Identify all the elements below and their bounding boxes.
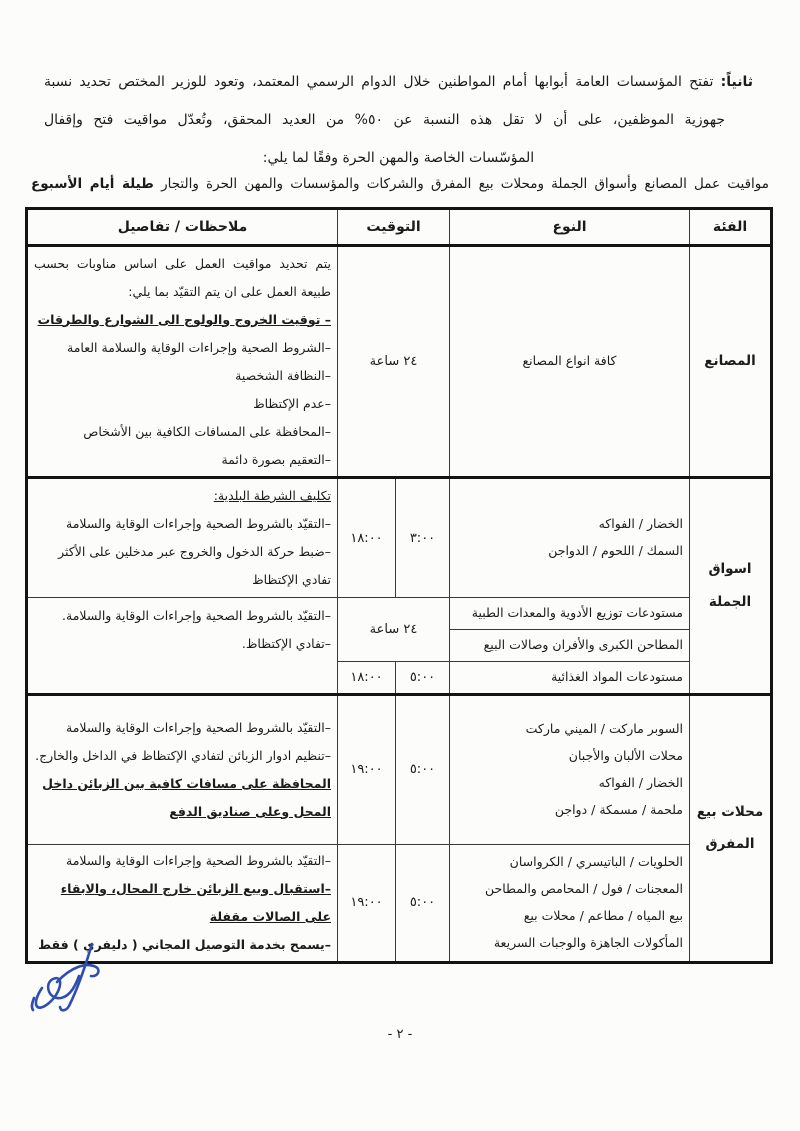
notes-bullet-bold: –استقبال وبيع الزبائن خارج المحال، والابقاء على الصالات مقفلة: [60, 880, 331, 924]
caption-bold-text: طيلة أيام الأسبوع: [31, 176, 154, 192]
notes-bullet: –التعقيم بصورة دائمة: [221, 451, 331, 467]
header-notes: ملاحظات / تفاصيل: [27, 209, 338, 246]
intro-paragraph: [44, 70, 753, 184]
notes-bullet-bold: –يسمح بخدمة التوصيل المجاني ( دليفري ) فقط: [38, 936, 331, 952]
type-line: بيع المياه / مطاعم / محلات بيع: [523, 907, 683, 923]
table-caption: [31, 176, 769, 192]
notes-intro: يتم تحديد مواقيت العمل على اساس مناوبات بحسب طبيعة العمل على ان يتم التقيّد بما يلي:: [34, 255, 331, 299]
time-from-wholesale-a: ٣:٠٠: [396, 478, 450, 598]
notes-bullet: –النظافة الشخصية: [235, 367, 331, 383]
schedule-table: [25, 207, 773, 964]
time-to-wholesale-a: ١٨:٠٠: [338, 478, 396, 598]
header-timing: التوقيت: [338, 209, 450, 246]
intro-label: ثانياً:: [720, 74, 753, 90]
category-cell-retail: محلات بيع المفرق: [690, 694, 772, 962]
type-line: السمك / اللحوم / الدواجن: [548, 543, 683, 558]
notes-cell-wholesale-bcd: [27, 598, 338, 695]
type-line: الخضار / الفواكه: [598, 516, 683, 532]
type-cell-retail-a: [450, 694, 690, 844]
header-type: النوع: [450, 209, 690, 246]
notes-bullet: –عدم الإكتظاظ: [253, 395, 331, 411]
time-cell-wholesale-b: ٢٤ ساعة: [338, 598, 450, 662]
type-line: ملحمة / مسمكة / دواجن: [554, 801, 683, 817]
row-factories: [27, 246, 772, 478]
row-retail-b: [27, 844, 772, 962]
notes-bullet: –تفادي الإكتظاظ.: [241, 636, 331, 651]
time-cell-factories: ٢٤ ساعة: [338, 246, 450, 478]
notes-bullet: –تنظيم ادوار الزبائن لتفادي الإكتظاظ في الداخل والخارج.: [35, 747, 331, 763]
time-to-retail-a: ١٩:٠٠: [338, 694, 396, 844]
notes-bullet: –التقيّد بالشروط الصحية وإجراءات الوقاية والسلامة: [66, 719, 331, 735]
notes-bullet: –ضبط حركة الدخول والخروج عبر مدخلين على الأكثر تفادي الإكتظاظ: [58, 544, 331, 587]
type-cell-wholesale-d: مستودعات المواد الغذائية: [450, 661, 690, 694]
header-category: الفئة: [690, 209, 772, 246]
time-to-retail-b: ١٩:٠٠: [338, 844, 396, 962]
type-line: الخضار / الفواكه: [598, 774, 683, 790]
type-cell-factories: كافة انواع المصانع: [450, 246, 690, 478]
signature-ink: [26, 938, 130, 1020]
type-cell-wholesale-c: المطاحن الكبرى والأفران وصالات البيع: [450, 629, 690, 661]
notes-bullet: –التقيّد بالشروط الصحية وإجراءات الوقاية والسلامة: [66, 516, 331, 531]
notes-cell-retail-a: [27, 694, 338, 844]
time-from-wholesale-d: ٥:٠٠: [396, 661, 450, 694]
time-from-retail-a: ٥:٠٠: [396, 694, 450, 844]
notes-bullet-bold: المحافظة على مسافات كافية بين الزبائن داخل المحل وعلى صناديق الدفع: [42, 775, 331, 819]
category-cell-factories: المصانع: [690, 246, 772, 478]
type-cell-wholesale-b: مستودعات توزيع الأدوية والمعدات الطبية: [450, 598, 690, 630]
type-line: المأكولات الجاهزة والوجبات السريعة: [493, 934, 683, 950]
row-retail-a: [27, 694, 772, 844]
type-line: المعجنات / فول / المحامص والمطاحن: [484, 880, 683, 896]
type-line: السوبر ماركت / الميني ماركت: [525, 720, 683, 736]
type-cell-wholesale-a: [450, 478, 690, 598]
notes-bullet: –الشروط الصحية وإجراءات الوقاية والسلامة العامة: [67, 339, 331, 355]
table-header-row: [27, 209, 772, 246]
notes-bullet: –المحافظة على المسافات الكافية بين الأشخاص: [83, 423, 331, 439]
notes-bullet: –التقيّد بالشروط الصحية وإجراءات الوقاية والسلامة.: [62, 608, 331, 623]
category-cell-wholesale: اسواق الجملة: [690, 478, 772, 695]
time-from-retail-b: ٥:٠٠: [396, 844, 450, 962]
notes-bullet-bold: – توقيت الخروج والولوج الى الشوارع والطرقات: [37, 311, 331, 327]
page-number: - ٢ -: [387, 1027, 413, 1042]
notes-title: تكليف الشرطة البلدية:: [213, 488, 331, 503]
intro-line-3: المؤسّسات الخاصة والمهن الحرة وفقًا لما يلي:: [262, 150, 535, 166]
type-line: محلات الألبان والأجبان: [568, 747, 683, 763]
notes-bullet: –التقيّد بالشروط الصحية وإجراءات الوقاية والسلامة: [66, 852, 331, 868]
intro-line-2: جهوزية الموظفين، على أن لا تقل هذه النسبة عن ٥٠% من العديد المحقق، وتُعدّل مواقيت فتح وإقفال: [44, 112, 725, 128]
notes-cell-wholesale-a: [27, 478, 338, 598]
row-wholesale-a: [27, 478, 772, 598]
row-wholesale-b: [27, 598, 772, 630]
type-cell-retail-b: [450, 844, 690, 962]
intro-line-1: [44, 70, 753, 94]
type-line: الحلويات / الباتيسري / الكرواسان: [509, 853, 683, 869]
notes-cell-factories: [27, 246, 338, 478]
intro-line-1-text: تفتح المؤسسات العامة أبوابها أمام المواطنين خلال الدوام الرسمي المعتمد، وتعود للوزير المختص تحديد نسبة: [44, 74, 721, 90]
caption-text: مواقيت عمل المصانع وأسواق الجملة ومحلات بيع المفرق والشركات والمؤسسات والمهن الحرة والتجار: [153, 176, 769, 192]
time-to-wholesale-d: ١٨:٠٠: [338, 661, 396, 694]
